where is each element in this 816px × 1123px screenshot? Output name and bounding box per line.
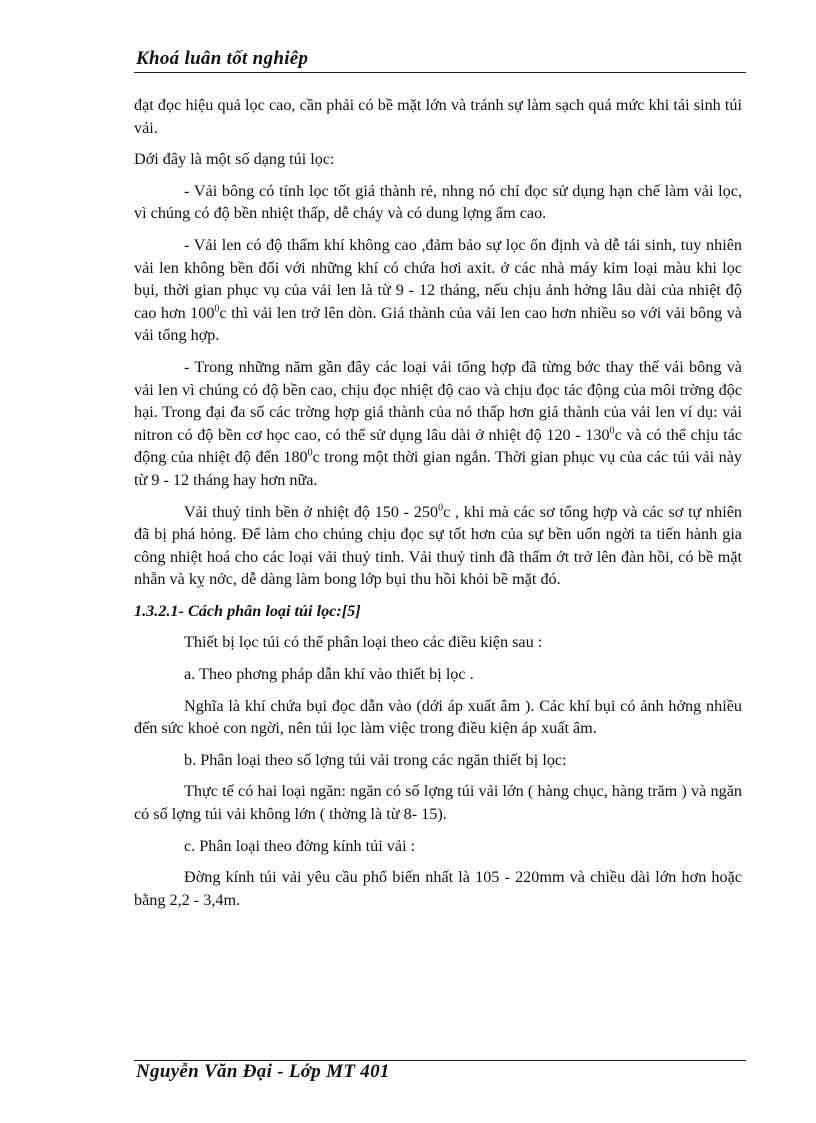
header-title: Khoá luân tốt nghiêp (136, 48, 309, 69)
paragraph: Dới đây là một số dạng túi lọc: (134, 150, 335, 169)
page-header (134, 48, 746, 73)
paragraph: - Vải bông có tính lọc tốt giá thành rẻ, nhng nó chỉ đọc sử dụng hạn chế làm vải lọc, vì chúng có độ bền nhiệt thấp, dễ cháy và có dung lợng ẩm cao. (134, 181, 742, 223)
paragraph: - Trong những năm gần đây các loại vải tổng hợp đã từng bớc thay thế vải bông và vải len vì chúng có độ bền cao, chịu đọc nhiệt độ cao và chịu đọc tác động của môi trờng độc hại. Trong đại đa số các trờng hợp giá thành của nó thấp hơn giá thành của vải len ví dụ: vải nitron có độ bền cơ học cao, có thể sử dụng lâu dài ở nhiệt độ $120 - 130^0c$ và có thể chịu tác động của nhiệt độ đến $180^0c$ trong một thời gian ngắn. Thời gian phục vụ của các túi vải này từ 9 - 12 tháng hay hơn nữa. (134, 357, 743, 489)
page-footer (134, 1060, 746, 1082)
paragraph: đạt đọc hiệu quả lọc cao, cần phải có bề mặt lớn và tránh sự làm sạch quá mức khi tái sinh túi vải. (134, 96, 742, 137)
section-heading: 1.3.2.1- Cách phân loại túi lọc:[5] (134, 601, 361, 620)
paragraph: Nghĩa là khí chứa bụi đọc dẫn vào (dới áp xuất âm ). Các khí bụi có ảnh hởng nhiều đến sức khoẻ con ngời, nên túi lọc làm việc trong điều kiện áp xuất âm. (134, 696, 742, 738)
paragraph: - Vải len có độ thấm khí không cao ,đảm bảo sự lọc ổn định và dễ tái sinh, tuy nhiên vải len không bền đối với những khí có chứa hơi axit. ở các nhà máy kim loại màu khi lọc bụi, thời gian phục vụ của vải len là từ 9 - 12 tháng, nếu chịu ảnh hởng lâu dài của nhiệt độ cao hơn $100^0c$ thì vải len trở lên dòn. Giá thành của vải len cao hơn nhiều so với vải bông và vải tổng hợp. (134, 235, 742, 345)
paragraph: Thiết bị lọc túi có thể phân loại theo các điều kiện sau : (184, 633, 543, 652)
paragraph: Vải thuỷ tinh bền ở nhiệt độ $150 - 250^0c$ , khi mà các sơ tổng hợp và các sơ tự nhiên đã bị phá hỏng. Để làm cho chúng chịu đọc sự tốt hơn của sự bền uốn ngời ta tiến hành gia công nhiệt hoá cho các loại vải thuỷ tinh. Vải thuỷ tinh đã thấm ớt trở lên đàn hồi, có bề mặt nhẵn và kỵ nớc, dễ dàng làm bong lớp bụi thu hồi khỏi bề mặt đó. (134, 502, 742, 589)
paragraph: c. Phân loại theo đờng kính túi vải : (184, 836, 416, 855)
paragraph: Thực tế có hai loại ngăn: ngăn có số lợng túi vải lớn ( hàng chục, hàng trăm ) và ngăn có số lợng túi vải không lớn ( thờng là từ 8- 15). (134, 782, 742, 824)
paragraph: Đờng kính túi vải yêu cầu phổ biến nhất là 105 - 220mm và chiều dài lớn hơn hoặc bằng 2,2 - 3,4m. (134, 868, 742, 909)
paragraph: b. Phân loại theo số lợng túi vải trong các ngăn thiết bị lọc: (184, 750, 567, 769)
footer-author: Nguyễn Văn Đại - Lớp MT 401 (136, 1061, 390, 1082)
document-body (134, 94, 742, 920)
paragraph: a. Theo phơng pháp dẫn khí vào thiết bị lọc . (184, 665, 474, 684)
